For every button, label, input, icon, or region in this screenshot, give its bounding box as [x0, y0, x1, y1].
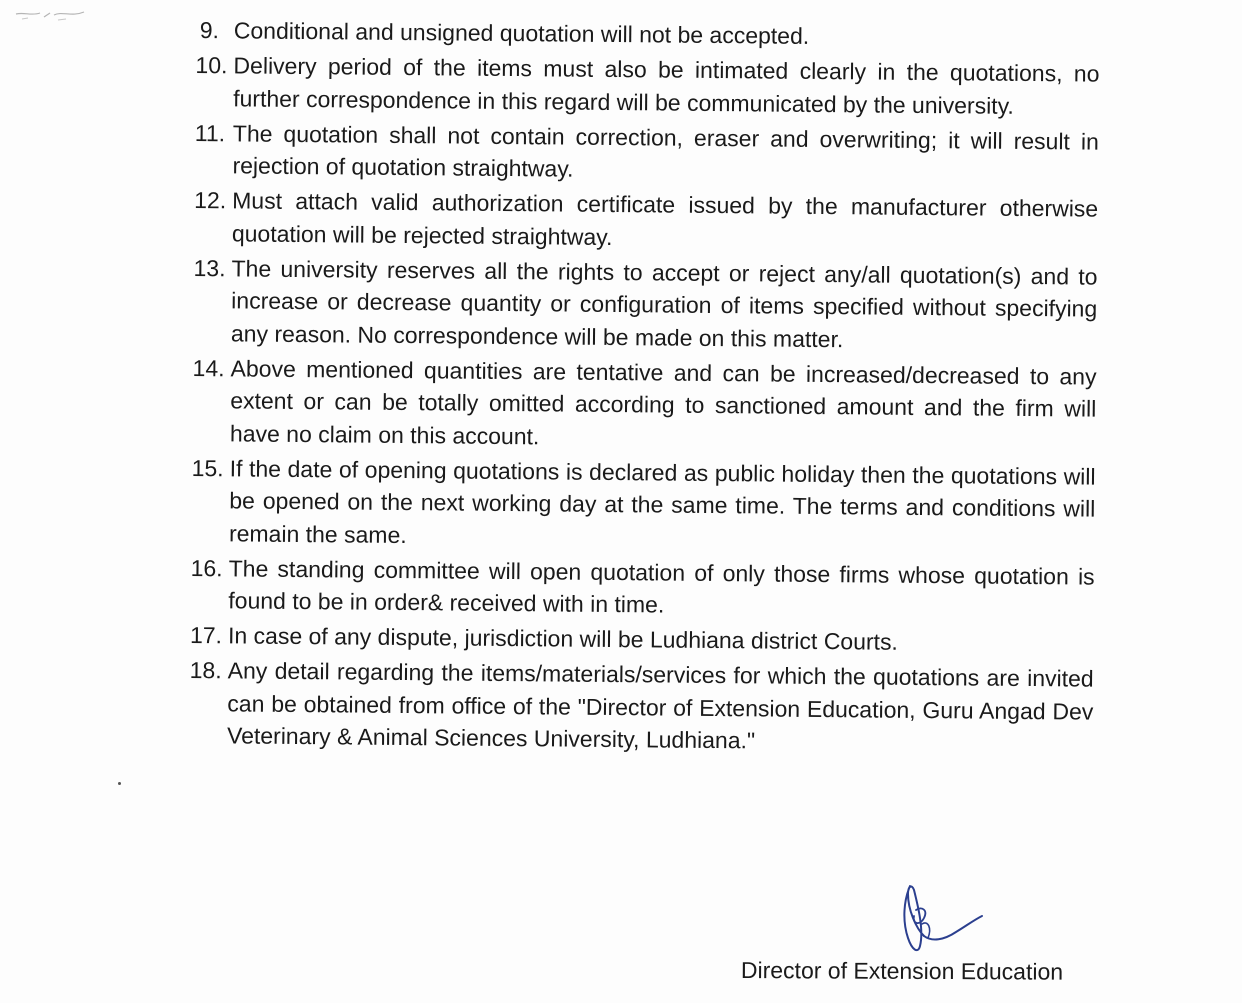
- list-item: [192, 351, 1097, 457]
- item-number: 16.: [190, 554, 223, 581]
- list-item: [195, 49, 1100, 123]
- item-text: The quotation shall not contain correction, eraser and overwriting; it will result in rejection of quotation straightway.: [232, 119, 1099, 182]
- item-number: 15.: [191, 454, 224, 481]
- item-number: 18.: [189, 656, 222, 684]
- item-number: 13.: [193, 254, 226, 281]
- signatory-title: Director of Extension Education: [740, 957, 1064, 985]
- scan-speck: [118, 782, 121, 785]
- item-text: Any detail regarding the items/materials/services for which the quotations are invited can be obtained from office of the "Director of Extension Education, Guru Angad Dev Veterinary & Animal Sciences University, Ludhiana.": [226, 657, 1094, 754]
- list-item: [191, 451, 1096, 557]
- item-text: The standing committee will open quotation of only those firms whose quotation is found to be in order& received with in time.: [228, 554, 1095, 618]
- list-item: [194, 116, 1099, 190]
- item-text: Delivery period of the items must also be intimated clearly in the quotations, no further correspondence in this regard will be communicated by the university.: [233, 52, 1100, 119]
- list-item: [190, 551, 1095, 625]
- list-item: [194, 184, 1099, 258]
- terms-conditions-list: [189, 14, 1100, 763]
- item-text: If the date of opening quotations is declared as public holiday then the quotations will be opened on the next working day at the same time. The terms and conditions will remain the same.: [228, 454, 1096, 548]
- list-item: [189, 654, 1094, 760]
- item-text: Above mentioned quantities are tentative and can be increased/decreased to any extent or can be totally omitted according to sanctioned amount and the firm will have no claim on this account.: [229, 354, 1097, 449]
- list-item: [196, 14, 1100, 55]
- item-number: 11.: [194, 119, 226, 146]
- item-number: 9.: [199, 17, 220, 44]
- handwritten-signature: [896, 880, 988, 960]
- item-number: 17.: [189, 621, 223, 649]
- list-item: [190, 619, 1094, 660]
- item-number: 10.: [195, 51, 228, 79]
- item-text: In case of any dispute, jurisdiction will be Ludhiana district Courts.: [227, 622, 899, 655]
- item-number: 12.: [194, 186, 227, 214]
- list-item: [193, 251, 1098, 357]
- item-text: The university reserves all the rights to accept or reject any/all quotation(s) and to increase or decrease quantity or configuration of items specified without specifying any reason. No correspondence will be made on this matter.: [230, 254, 1098, 352]
- scan-artifact-mark: [14, 8, 86, 22]
- item-number: 14.: [192, 354, 225, 381]
- item-text: Must attach valid authorization certificate issued by the manufacturer otherwise quotation will be rejected straightway.: [231, 187, 1099, 250]
- item-text: Conditional and unsigned quotation will not be accepted.: [233, 17, 810, 49]
